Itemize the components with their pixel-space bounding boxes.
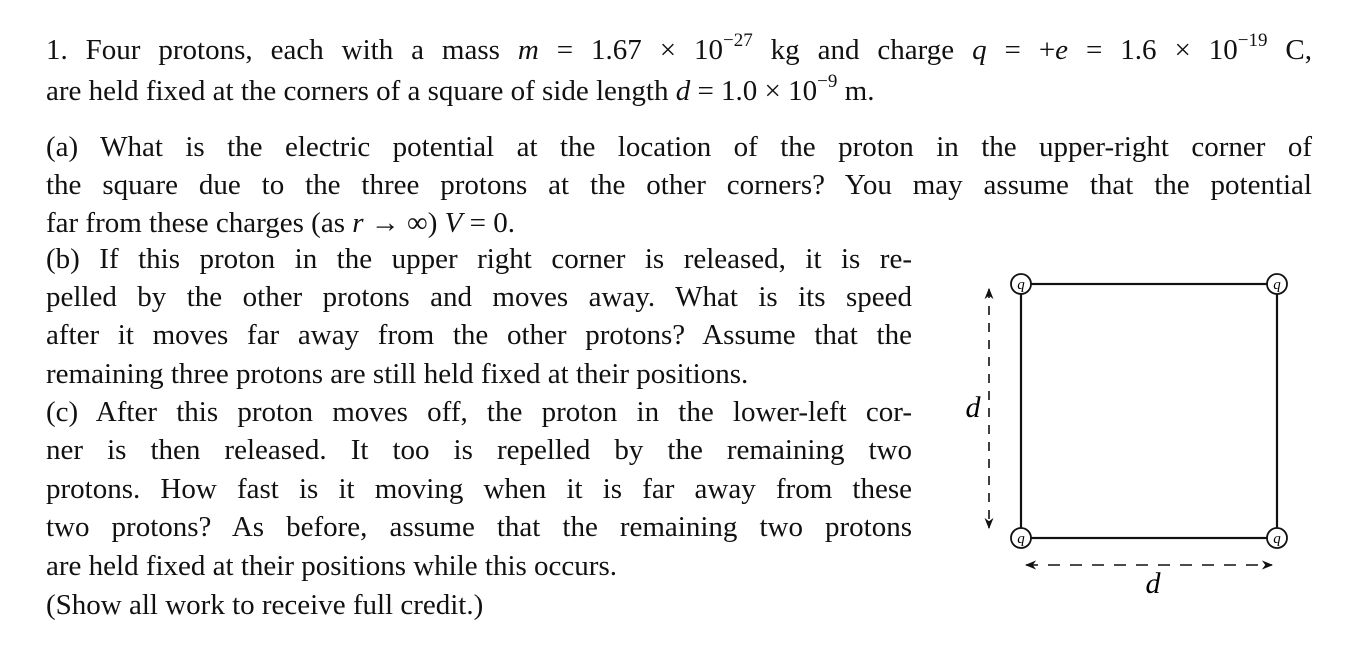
horizontal-side-label: d (1145, 567, 1161, 600)
part-c-line-3: protons. How fast is it moving when it is far away from these (46, 473, 912, 505)
charge-top-left (1011, 274, 1031, 294)
square-outline (1021, 284, 1277, 538)
vertical-side-label: d (965, 391, 981, 424)
part-c-line-1: (c) After this proton moves off, the proton in the lower-left cor- (46, 396, 912, 428)
charge-bottom-right (1267, 528, 1287, 548)
part-c-line-2: ner is then released. It too is repelled by the remaining two (46, 434, 912, 466)
part-b-line-3: after it moves far away from the other protons? Assume that the (46, 319, 912, 351)
charge-bottom-left (1011, 528, 1031, 548)
part-b-line-1: (b) If this proton in the upper right corner is released, it is re- (46, 243, 912, 275)
part-a-line-3: far from these charges (as r → ∞) V = 0. (46, 207, 515, 239)
charge-label: q (1017, 277, 1025, 293)
part-a-line-1: (a) What is the electric potential at the location of the proton in the upper-right corner of (46, 131, 1312, 163)
part-c-line-4: two protons? As before, assume that the remaining two protons (46, 511, 912, 543)
intro-line-1: 1. Four protons, each with a mass $m = 1.67 \times 10^{-27}$ kg and charge $q = +e = 1.6 \times 10^{-19}$ C, (46, 30, 1312, 66)
charge-top-right (1267, 274, 1287, 294)
charge-label: q (1273, 277, 1281, 293)
part-a-line-2: the square due to the three protons at the other corners? You may assume that the potential (46, 169, 1312, 201)
charge-label: q (1273, 531, 1281, 547)
charge-label: q (1017, 531, 1025, 547)
intro-line-2: are held fixed at the corners of a square of side length $d = 1.0 \times 10^{-9}$ m. (46, 71, 875, 107)
part-b-line-2: pelled by the other protons and moves away. What is its speed (46, 281, 912, 313)
part-c-line-5: are held fixed at their positions while this occurs. (46, 550, 617, 582)
part-b-line-4: remaining three protons are still held fixed at their positions. (46, 358, 749, 390)
instruction-note: (Show all work to receive full credit.) (46, 589, 484, 621)
